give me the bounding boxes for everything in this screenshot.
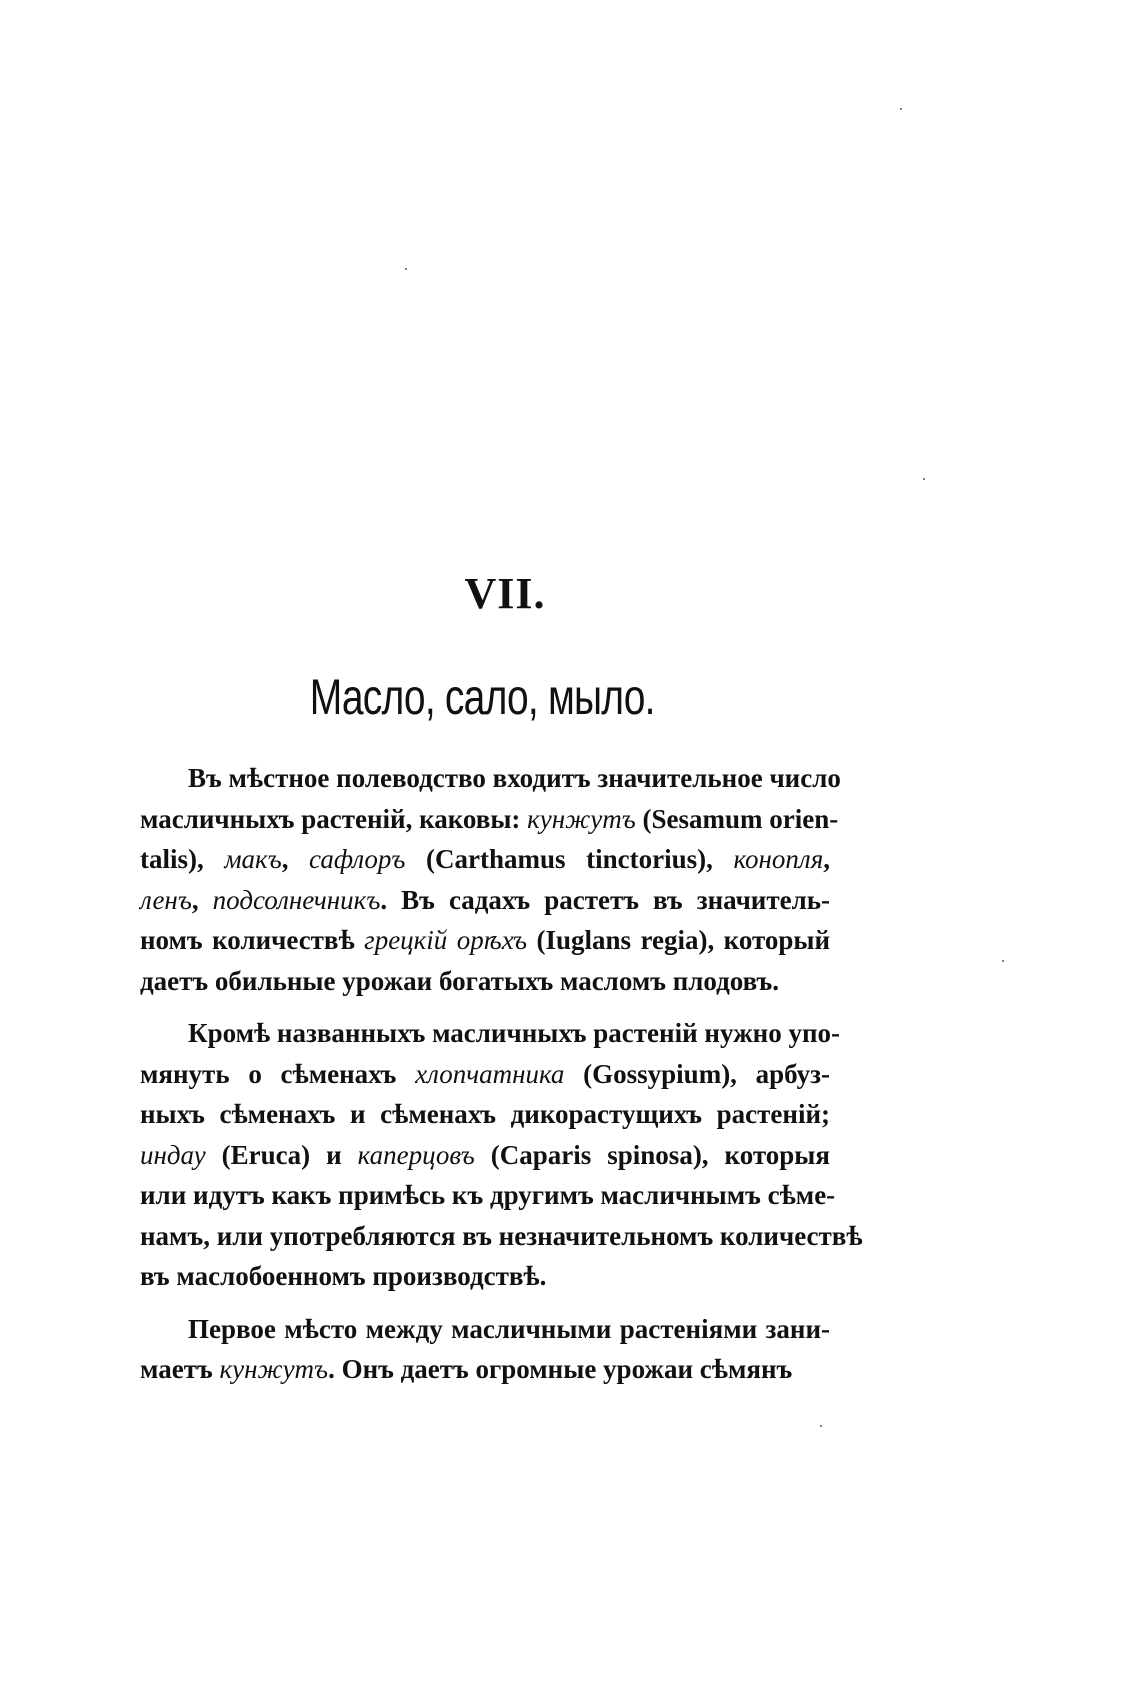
- text-run: Первое мѣсто между масличными растеніями зани-: [188, 1313, 830, 1344]
- text-line: [140, 1013, 841, 1054]
- text-run: (Iuglans regia), который: [527, 925, 831, 955]
- italic-term: макъ: [224, 844, 282, 874]
- text-line: [140, 961, 830, 1002]
- text-run: маетъ: [140, 1354, 220, 1384]
- scan-speck: [405, 268, 407, 270]
- text-line: [140, 1349, 830, 1390]
- text-run: (Sesamum orien-: [635, 803, 839, 834]
- italic-term: индау: [140, 1139, 206, 1170]
- text-run: ,: [281, 844, 310, 874]
- italic-term: подсолнечникъ: [212, 884, 381, 915]
- text-line: [140, 799, 839, 840]
- scan-speck: [820, 1425, 822, 1427]
- italic-term: кунжутъ: [527, 803, 636, 834]
- text-run: . Въ садахъ растетъ въ значитель-: [380, 884, 831, 915]
- chapter-title: Масло, сало, мыло.: [309, 669, 655, 725]
- text-line: [140, 1135, 830, 1176]
- text-run: или идутъ какъ примѣсь къ другимъ масличнымъ сѣме-: [140, 1180, 836, 1210]
- text-run: въ маслобоенномъ производствѣ.: [140, 1261, 547, 1291]
- body-text: [140, 758, 863, 1390]
- text-line: [140, 1256, 830, 1297]
- text-run: . Онъ даетъ огромные урожаи сѣмянъ: [328, 1354, 793, 1384]
- paragraph: [140, 1309, 830, 1390]
- italic-term: грецкій орѣхъ: [364, 925, 528, 955]
- text-run: намъ, или употребляются въ незначительномъ количествѣ: [140, 1220, 863, 1251]
- scan-speck: [923, 478, 925, 480]
- text-line: [140, 758, 841, 799]
- paragraph-gap: [140, 1297, 830, 1309]
- text-run: ныхъ сѣменахъ и сѣменахъ дикорастущихъ растеній;: [140, 1099, 830, 1129]
- text-line: [140, 1054, 830, 1095]
- text-run: (Carthamus tinctorius),: [405, 844, 734, 874]
- text-line: [140, 839, 830, 880]
- italic-term: ленъ: [140, 884, 192, 915]
- text-run: ,: [823, 844, 831, 874]
- text-line: [140, 1175, 836, 1216]
- italic-term: кунжутъ: [219, 1354, 329, 1384]
- text-line: [140, 1216, 863, 1257]
- italic-term: конопля: [733, 844, 824, 874]
- text-run: даетъ обильные урожаи богатыхъ масломъ плодовъ.: [140, 965, 780, 996]
- text-run: talis),: [140, 844, 225, 874]
- text-line: [140, 1309, 830, 1350]
- italic-term: каперцовъ: [357, 1139, 475, 1170]
- scan-speck: [1002, 960, 1004, 962]
- italic-term: хлопчатника: [415, 1058, 565, 1089]
- italic-term: сафлоръ: [309, 844, 406, 874]
- paragraph-gap: [140, 1001, 830, 1013]
- text-line: [140, 920, 830, 961]
- text-run: ,: [191, 884, 213, 915]
- text-run: Въ мѣстное полеводство входитъ значительное число: [188, 763, 841, 793]
- paragraph: [140, 1013, 863, 1297]
- text-run: Кромѣ названныхъ масличныхъ растеній нужно упо-: [188, 1018, 841, 1048]
- chapter-number: VII.: [464, 569, 546, 618]
- text-run: масличныхъ растеній, каковы:: [140, 803, 528, 834]
- text-run: (Gossypium), арбуз-: [564, 1058, 830, 1089]
- text-run: (Eruca) и: [205, 1139, 358, 1170]
- text-run: (Caparis spinosa), которыя: [474, 1139, 830, 1170]
- text-line: [140, 1094, 830, 1135]
- text-line: [140, 880, 830, 921]
- paragraph: [140, 758, 841, 1001]
- text-run: номъ количествѣ: [140, 925, 365, 955]
- scan-speck: [900, 108, 902, 110]
- text-run: мянуть о сѣменахъ: [140, 1058, 416, 1089]
